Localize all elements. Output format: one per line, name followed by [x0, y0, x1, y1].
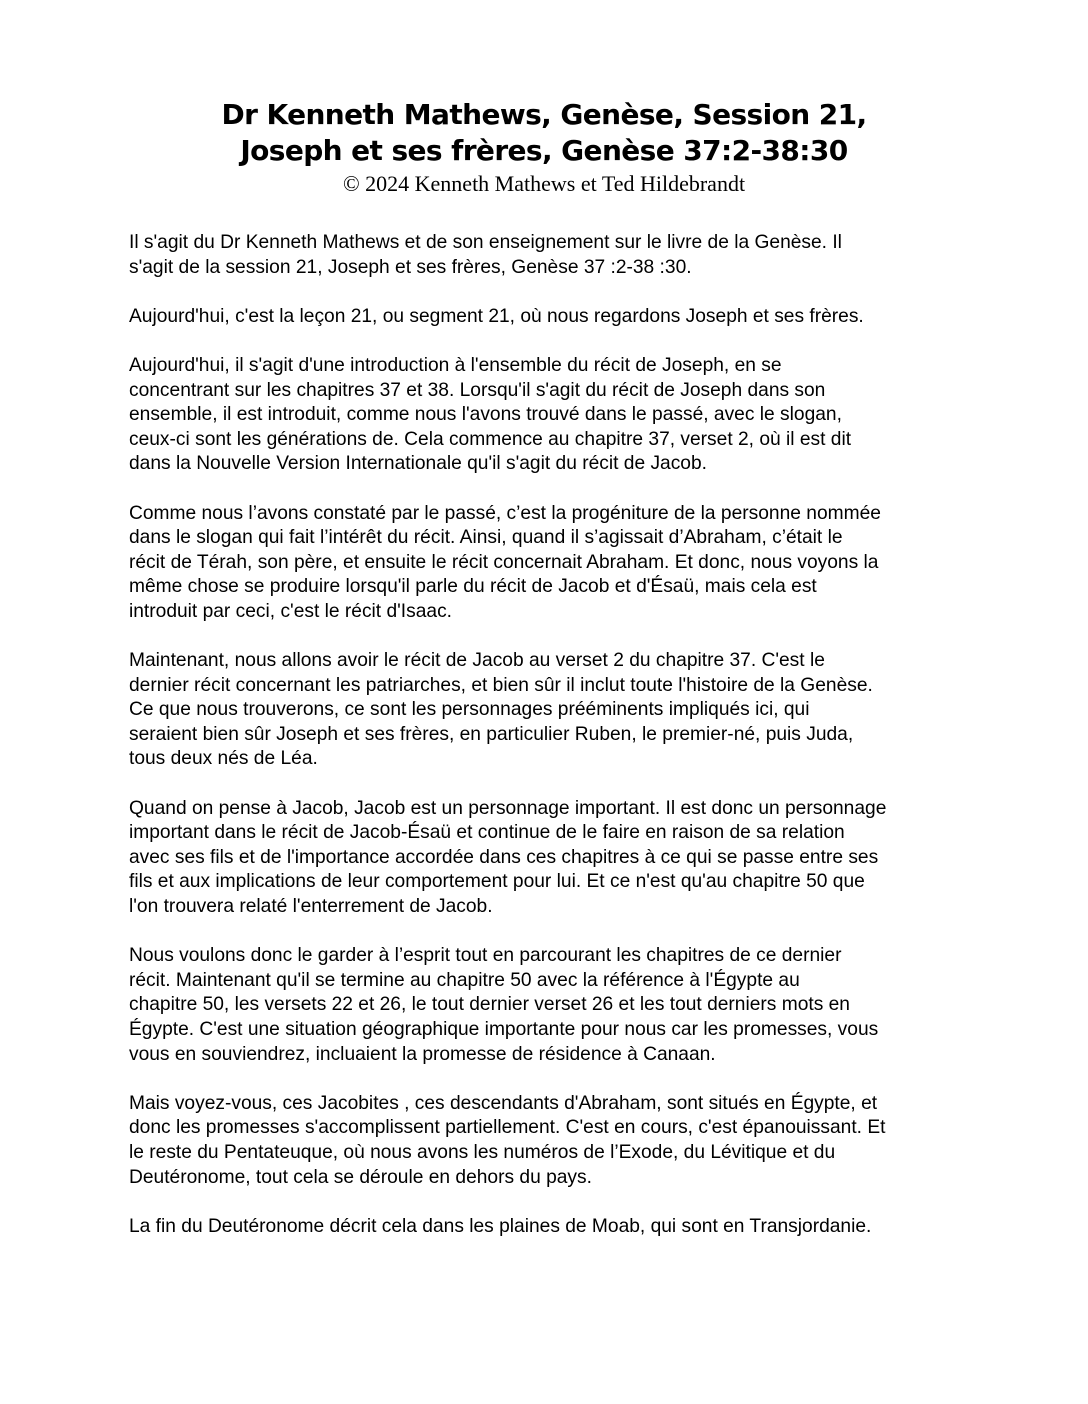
paragraph-line: Aujourd'hui, il s'agit d'une introduction à l'ensemble du récit de Joseph, en se: [129, 354, 782, 376]
document-body: [129, 231, 969, 1264]
paragraph-line: Maintenant, nous allons avoir le récit de Jacob au verset 2 du chapitre 37. C'est le: [129, 650, 825, 672]
paragraph-line: ceux-ci sont les générations de. Cela commence au chapitre 37, verset 2, où il est dit: [129, 428, 852, 450]
paragraph-line: récit de Térah, son père, et ensuite le récit concernait Abraham. Et donc, nous voyons la: [129, 551, 879, 573]
paragraph-line: important dans le récit de Jacob-Ésaü et continue de le faire en raison de sa relation: [129, 822, 845, 844]
paragraph-line: Aujourd'hui, c'est la leçon 21, ou segment 21, où nous regardons Joseph et ses frères.: [129, 305, 864, 327]
paragraph-line: donc les promesses s'accomplissent partiellement. C'est en cours, c'est épanouissant. Et: [129, 1117, 886, 1139]
paragraph-line: Ce que nous trouverons, ce sont les personnages prééminents impliqués ici, qui: [129, 699, 810, 721]
paragraph-line: Égypte. C'est une situation géographique importante pour nous car les promesses, vous: [129, 1019, 879, 1040]
paragraph: [129, 354, 969, 477]
paragraph: [129, 305, 969, 330]
paragraph-line: Il s'agit du Dr Kenneth Mathews et de son enseignement sur le livre de la Genèse. Il: [129, 232, 842, 253]
paragraph-line: Quand on pense à Jacob, Jacob est un personnage important. Il est donc un personnage: [129, 797, 887, 819]
title-line-1: Dr Kenneth Mathews, Genèse, Session 21,: [221, 98, 867, 131]
paragraph-line: La fin du Deutéronome décrit cela dans les plaines de Moab, qui sont en Transjordanie.: [129, 1215, 872, 1237]
paragraph-line: Deutéronome, tout cela se déroule en dehors du pays.: [129, 1166, 592, 1188]
paragraph-line: s'agit de la session 21, Joseph et ses frères, Genèse 37 :2-38 :30.: [129, 256, 692, 278]
paragraph-line: l'on trouvera relaté l'enterrement de Jacob.: [129, 896, 493, 918]
paragraph-line: dernier récit concernant les patriarches, et bien sûr il inclut toute l'histoire de la Genèse.: [129, 674, 873, 696]
paragraph: [129, 649, 969, 772]
paragraph-line: tous deux nés de Léa.: [129, 748, 318, 770]
paragraph-line: seraient bien sûr Joseph et ses frères, en particulier Ruben, le premier-né, puis Juda,: [129, 723, 854, 745]
paragraph-line: dans le slogan qui fait l’intérêt du récit. Ainsi, quand il s’agissait d’Abraham, c’était le: [129, 527, 843, 549]
paragraph-line: Nous voulons donc le garder à l’esprit tout en parcourant les chapitres de ce dernier: [129, 945, 842, 967]
paragraph-line: introduit par ceci, c'est le récit d'Isaac.: [129, 600, 452, 622]
paragraph: [129, 944, 969, 1067]
paragraph: [129, 1215, 969, 1240]
document-header: [0, 97, 1088, 197]
title-line-2: Joseph et ses frères, Genèse 37:2-38:30: [240, 134, 848, 167]
paragraph-line: vous en souviendrez, incluaient la promesse de résidence à Canaan.: [129, 1043, 716, 1065]
paragraph-line: récit. Maintenant qu'il se termine au chapitre 50 avec la référence à l'Égypte au: [129, 969, 800, 991]
paragraph: [129, 1092, 969, 1190]
paragraph-line: chapitre 50, les versets 22 et 26, le tout dernier verset 26 et les tout derniers mots en: [129, 994, 850, 1016]
paragraph: [129, 231, 969, 280]
paragraph-line: Mais voyez-vous, ces Jacobites , ces descendants d'Abraham, sont situés en Égypte, et: [129, 1092, 878, 1114]
paragraph: [129, 797, 969, 920]
paragraph-line: le reste du Pentateuque, où nous avons les numéros de l’Exode, du Lévitique et du: [129, 1141, 836, 1163]
paragraph-line: Comme nous l’avons constaté par le passé, c’est la progéniture de la personne nommée: [129, 502, 881, 524]
paragraph-line: avec ses fils et de l'importance accordée dans ces chapitres à ce qui se passe entre ses: [129, 846, 879, 868]
paragraph-line: fils et aux implications de leur comportement pour lui. Et ce n'est qu'au chapitre 50 que: [129, 871, 865, 893]
paragraph-line: ensemble, il est introduit, comme nous l'avons trouvé dans le passé, avec le slogan,: [129, 404, 842, 426]
copyright-notice: © 2024 Kenneth Mathews et Ted Hildebrandt: [342, 171, 746, 196]
paragraph: [129, 502, 969, 625]
paragraph-line: même chose se produire lorsqu'il parle du récit de Jacob et d'Ésaü, mais cela est: [129, 576, 817, 598]
paragraph-line: concentrant sur les chapitres 37 et 38. Lorsqu'il s'agit du récit de Joseph dans son: [129, 379, 826, 401]
paragraph-line: dans la Nouvelle Version Internationale qu'il s'agit du récit de Jacob.: [129, 453, 707, 475]
